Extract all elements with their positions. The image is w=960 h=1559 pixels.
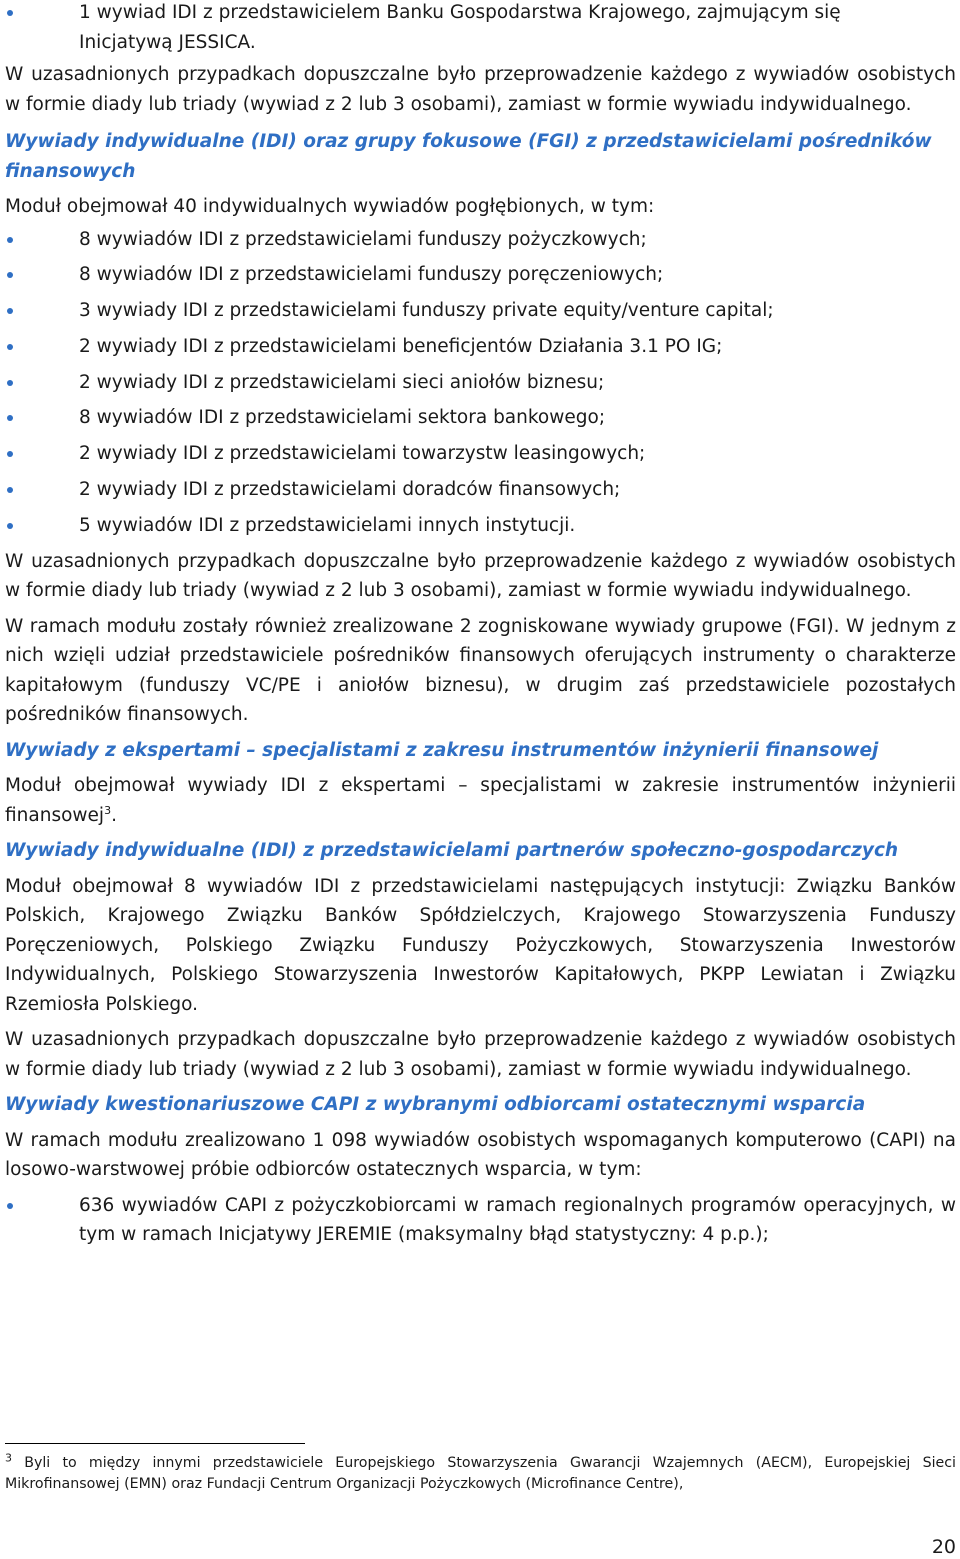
footnote: $^3$ Byli to między innymi przedstawiciele Europejskiego Stowarzyszenia Gwarancji Wzajemnych (AECM), Europejskiej Sieci Mikrofinansowej (EMN) oraz Fundacji Centrum Organizacji Pożyczkowych (Microfinance Centre), (5, 1451, 956, 1492)
section-heading-capi: Wywiady kwestionariuszowe CAPI z wybranymi odbiorcami ostatecznymi wsparcia (5, 1094, 866, 1116)
module-list (5, 225, 956, 541)
top-list (5, 0, 956, 57)
bullet-icon (7, 451, 13, 457)
section-heading-fgi: Wywiady indywidualne (IDI) oraz grupy fokusowe (FGI) z przedstawicielami pośredników finansowych (5, 131, 932, 182)
bullet-icon (7, 380, 13, 386)
list-item-text: 2 wywiady IDI z przedstawicielami doradców finansowych; (79, 479, 621, 501)
list-item-text: 8 wywiadów IDI z przedstawicielami funduszy pożyczkowych; (79, 228, 647, 250)
list-item (5, 332, 956, 362)
document-page (5, 0, 956, 1250)
list-item (5, 296, 956, 326)
paragraph-fgi: W ramach modułu zostały również zrealizowane 2 zogniskowane wywiady grupowe (FGI). W jednym z nich wzięli udział przedstawiciele pośredników finansowych oferujących instrumenty o charakterze kapitałowym (funduszy VC/PE i aniołów biznesu), w drugim zaś przedstawiciele pozostałych pośredników finansowych. (5, 615, 956, 726)
list-item-text: 2 wywiady IDI z przedstawicielami towarzystw leasingowych; (79, 443, 646, 465)
footnote-divider (5, 1443, 305, 1444)
list-item (5, 403, 956, 433)
list-item (5, 511, 956, 541)
paragraph-diad-2: W uzasadnionych przypadkach dopuszczalne było przeprowadzenie każdego z wywiadów osobistych w formie diady lub triady (wywiad z 2 lub 3 osobami), zamiast w formie wywiadu indywidualnego. (5, 550, 956, 602)
section-heading-partners: Wywiady indywidualne (IDI) z przedstawicielami partnerów społeczno-gospodarczych (5, 840, 899, 862)
list-item-text: 2 wywiady IDI z przedstawicielami sieci aniołów biznesu; (79, 371, 605, 393)
list-item: 1 wywiad IDI z przedstawicielem Banku Gospodarstwa Krajowego, zajmującym się Inicjatywą JESSICA. (5, 0, 956, 57)
list-item (5, 1191, 956, 1250)
list-item-text: 3 wywiady IDI z przedstawicielami funduszy private equity/venture capital; (79, 300, 774, 322)
list-item (5, 225, 956, 255)
bullet-icon (7, 415, 13, 421)
bullet-icon (7, 308, 13, 314)
bullet-icon (7, 1203, 13, 1209)
paragraph-diad-3: W uzasadnionych przypadkach dopuszczalne było przeprowadzenie każdego z wywiadów osobistych w formie diady lub triady (wywiad z 2 lub 3 osobami), zamiast w formie wywiadu indywidualnego. (5, 1029, 956, 1080)
bullet-icon (7, 344, 13, 350)
list-item (5, 475, 956, 505)
list-item-text: 636 wywiadów CAPI z pożyczkobiorcami w ramach regionalnych programów operacyjnych, w tym w ramach Inicjatywy JEREMIE (maksymalny błąd statystyczny: 4 p.p.); (79, 1194, 956, 1246)
capi-list (5, 1191, 956, 1250)
list-item-text: 5 wywiadów IDI z przedstawicielami innych instytucji. (79, 514, 576, 536)
list-item (5, 368, 956, 398)
paragraph-capi: W ramach modułu zrealizowano 1 098 wywiadów osobistych wspomaganych komputerowo (CAPI) na losowo-warstwowej próbie odbiorców ostatecznych wsparcia, w tym: (5, 1129, 956, 1181)
bullet-icon (7, 523, 13, 529)
module-intro: Moduł obejmował 40 indywidualnych wywiadów pogłębionych, w tym: (5, 196, 655, 217)
paragraph-diad-1: W uzasadnionych przypadkach dopuszczalne było przeprowadzenie każdego z wywiadów osobistych w formie diady lub triady (wywiad z 2 lub 3 osobami), zamiast w formie wywiadu indywidualnego. (5, 64, 956, 115)
list-item (5, 260, 956, 290)
list-item-text: 2 wywiady IDI z przedstawicielami beneficjentów Działania 3.1 PO IG; (79, 335, 723, 357)
list-item (5, 439, 956, 469)
paragraph-experts: Moduł obejmował wywiady IDI z ekspertami – specjalistami w zakresie instrumentów inżynierii finansowej$^3$. (5, 775, 956, 826)
list-item-text: 8 wywiadów IDI z przedstawicielami sektora bankowego; (79, 407, 606, 429)
list-item-text: 8 wywiadów IDI z przedstawicielami funduszy poręczeniowych; (79, 264, 664, 286)
footnote-ref[interactable]: 3 (104, 803, 112, 817)
bullet-icon (7, 237, 13, 243)
paragraph-partners: Moduł obejmował 8 wywiadów IDI z przedstawicielami następujących instytucji: Związku Banków Polskich, Krajowego Związku Banków Spółdzielczych, Krajowego Stowarzyszenia Funduszy Poręczeniowych, Polskiego Związku Funduszy Pożyczkowych, Stowarzyszenia Inwestorów Indywidualnych, Polskiego Stowarzyszenia Inwestorów Kapitałowych, PKPP Lewiatan i Związku Rzemiosła Polskiego. (5, 875, 956, 1015)
bullet-icon (7, 487, 13, 493)
page-number: 20 (931, 1536, 956, 1558)
section-heading-experts: Wywiady z ekspertami – specjalistami z zakresu instrumentów inżynierii finansowej (5, 739, 879, 761)
bullet-icon (7, 10, 13, 16)
bullet-icon (7, 272, 13, 278)
